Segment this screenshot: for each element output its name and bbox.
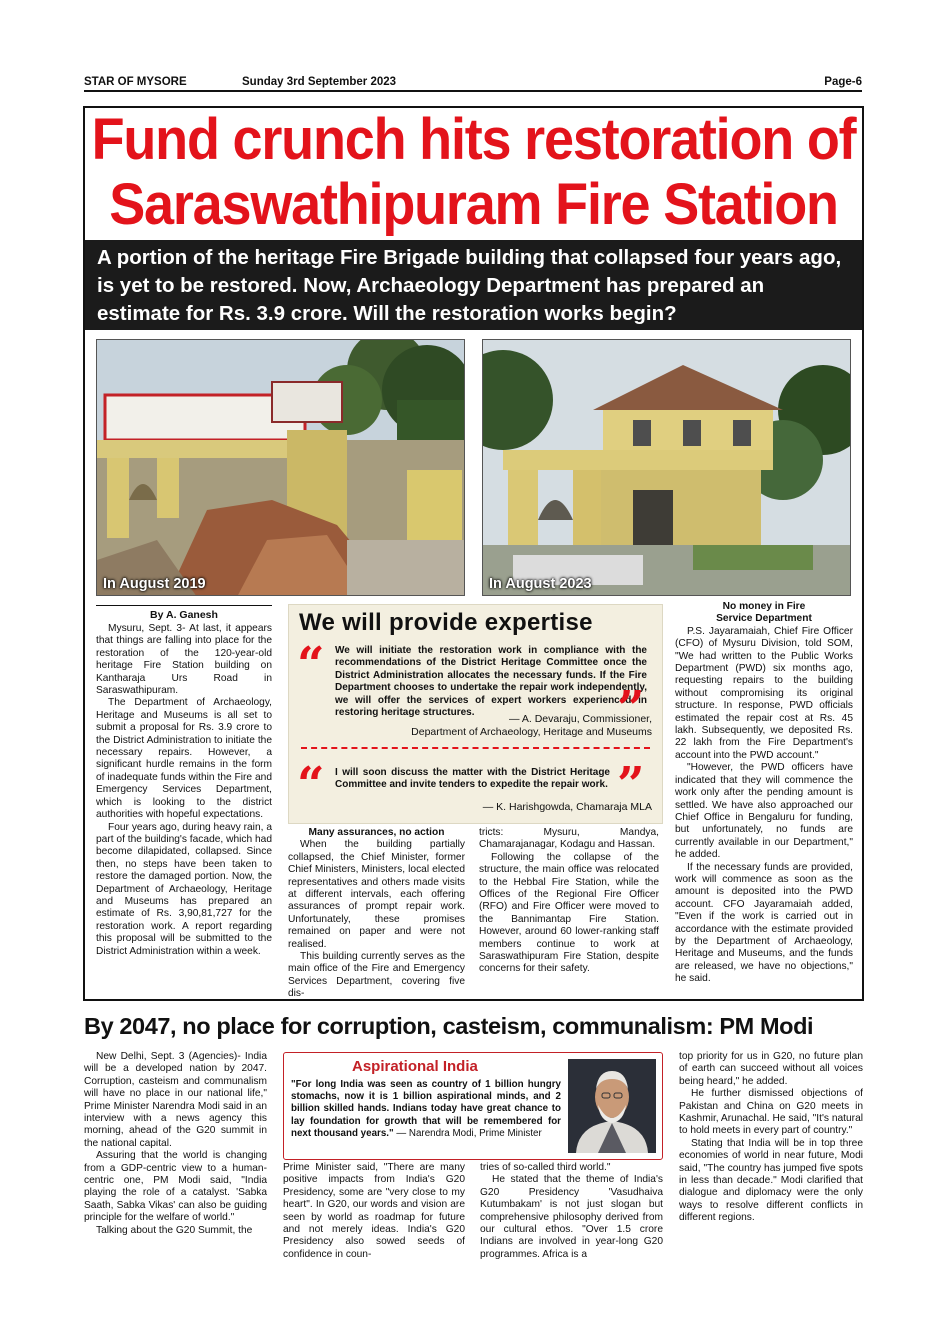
masthead [84,76,862,92]
modi-paragraph: Stating that India will be in top three economies of world in near future, Modi said, "The country has jumped five spots in less than decade." Modi clarified that dialogue and diplomacy were the only ways to resolve different conflicts in different regions. [679,1137,863,1224]
lead-paragraph: When the building partially collapsed, the Chief Minister, former Chief Ministers, Ministers, local elected representatives and others made visits at different intervals, each offering assurances of prompt repair work. Unfortunately, these promises remained on paper and were not realised. [288,839,465,950]
lead-column-3 [479,827,659,976]
aspirational-india-box [283,1052,663,1160]
lead-column-1 [96,623,272,958]
subhead-no-money: No money in Fire Service Department [716,601,812,625]
open-quote-icon: “ [297,757,325,813]
harishgowda-quote: I will soon discuss the matter with the District Heritage Committee and invite tenders to expedite the repair work. [335,767,610,791]
lead-headline [85,107,862,237]
modi-column-1 [84,1051,267,1237]
lead-story [83,106,864,1001]
issue-date: Sunday 3rd September 2023 [242,76,397,88]
lead-paragraph: The Department of Archaeology, Heritage and Museums is all set to submit a proposal for Rs. 3.9 crore to the District Administration to initiate the necessary repairs. However, a significant hurdle remains in the form of inadequate funds within the Fire and Emergency Services Department, which is looking to the district authorities with hopeful expectations. [96,697,272,821]
lead-paragraph: Mysuru, Sept. 3- At last, it appears that things are falling into place for the restoration of the 120-year-old heritage Fire Station building on Kantharaja Urs Road in Saraswathipuram. [96,623,272,697]
modi-paragraph: He further dismissed objections of Pakistan and China on G20 meets in Kashmir, Arunachal. He said, "It's natural to hold meets in every part of country." [679,1088,863,1137]
lead-paragraph: P.S. Jayaramaiah, Chief Fire Officer (CFO) of Mysuru Division, told SOM, "We had written to the Public Works Department (PWD) six months ago, requesting repairs to the building without compromising its original structure. In response, PWD officials estimated the repair cost at Rs. 45 lakh. Subsequently, we deposited Rs. 22 lakh from the Fire Department's account into the PWD account." [675,625,853,761]
devaraju-attribution-line-2: Department of Archaeology, Heritage and Museums [411,726,652,738]
open-quote-icon: “ [297,637,325,693]
modi-paragraph: Prime Minister said, "There are many positive impacts from India's G20 Presidency, some are "very close to my heart". In G20, our words and vision are seen by world as roadmap for future and not merely ideas. India's G20 Presidency also sowed seeds of confidence in coun- [283,1162,465,1260]
lead-paragraph: Four years ago, during heavy rain, a part of the building's facade, which had become dilapidated, collapsed. Since then, no steps have been taken to restore the damaged portion. Now, the Department of Archaeology, Heritage and Museums has prepared an estimate of Rs. 3,90,81,727 for the restoration work. A report regarding this proposal will be submitted to the District Administration within a week. [96,821,272,957]
dashed-divider [301,747,650,749]
aspirational-attribution: — Narendra Modi, Prime Minister [396,1127,542,1139]
lead-column-2 [288,827,465,1001]
photo-2019-caption: In August 2019 [103,576,206,592]
lead-headline-line-2: Saraswathipuram Fire Station [109,172,838,237]
modi-headline: By 2047, no place for corruption, casteism, communalism: PM Modi [84,1013,814,1039]
modi-column-3 [480,1162,663,1261]
devaraju-attribution-line-1: — A. Devaraju, Commissioner, [509,713,652,725]
aspirational-title: Aspirational India [352,1058,478,1075]
photo-2023-caption: In August 2023 [489,576,592,592]
modi-paragraph: New Delhi, Sept. 3 (Agencies)- India will be a developed nation by 2047. Corruption, casteism and communalism will have no place in our national life," Prime Minister Narendra Modi said in an interview with a news agency this morning, ahead of the G20 summit in the national capital. [84,1051,267,1149]
newspaper-name: STAR OF MYSORE [84,76,187,88]
subhead-assurances: Many assurances, no action [308,827,445,838]
close-quote-icon: ” [617,757,645,813]
lead-deck: A portion of the heritage Fire Brigade building that collapsed four years ago, is yet to be restored. Now, Archaeology Department has prepared an estimate for Rs. 3.9 crore. Will the restoration works begin? [85,240,862,330]
photo-2023 [482,339,851,596]
devaraju-quote: We will initiate the restoration work in compliance with the recommendations of the District Heritage Committee once the District Administration allocates the necessary funds. If the Fire Department chooses to undertake the repair work independently, we will offer the services of expert workers experienced in restoring heritage structures. [335,645,647,719]
modi-paragraph: Talking about the G20 Summit, the [96,1224,253,1236]
lead-paragraph: tricts: Mysuru, Mandya, Chamarajanagar, Kodagu and Hassan. [479,827,659,851]
expertise-quote-box [288,604,663,824]
modi-paragraph: He stated that the theme of India's G20 Presidency 'Vasudhaiva Kutumbakam' is not just slogan but comprehensive philosophy derived from our cultural ethos. "Over 1.5 crore Indians are involved in year-long G20 programmes. Africa is a [480,1174,663,1260]
modi-column-4 [679,1051,863,1225]
aspirational-quote-text: "For long India was seen as country of 1 billion hungry stomachs, now it is 1 billion aspirational minds, and 2 billion skilled hands. Indians today have great chance to lay foundation for growth that will be remembered for next thousand years." [291,1079,561,1139]
quote-box-title: We will provide expertise [299,609,593,636]
modi-paragraph: Assuring that the world is changing from a GDP-centric view to a human-centric one, PM Modi said, "India playing the role of a catalyst. 'Sabka Saath, Sabka Vikas' can also be guiding principle for the welfare of world." [84,1150,267,1224]
lead-paragraph: "However, the PWD officers have indicated that they will commence the work only after the pending amount is settled. We have also approached our Chief Office in Bengaluru for funding, but unfortunately, no funds are currently available in our Department," he added. [675,762,853,861]
lead-headline-line-1: Fund crunch hits restoration of [91,107,856,172]
photo-2019 [96,339,465,596]
page-number: Page-6 [824,76,862,88]
harishgowda-attribution: — K. Harishgowda, Chamaraja MLA [482,801,652,813]
close-quote-icon: ” [617,681,645,737]
modi-paragraph: top priority for us in G20, no future plan of earth can succeed without all voices being heard," he added. [679,1051,863,1087]
devaraju-attribution [411,713,652,739]
pm-modi-portrait [568,1059,656,1153]
fire-station-2023-photo [483,340,851,596]
byline: By A. Ganesh [96,605,272,621]
modi-paragraph: tries of so-called third world." [480,1162,611,1173]
lead-paragraph: This building currently serves as the main office of the Fire and Emergency Services Department, covering five dis- [288,951,465,1000]
lead-column-4 [675,601,853,986]
lead-paragraph: If the necessary funds are provided, work will commence as soon as the amount is deposited into the PWD account. CFO Jayaramaiah added, "Even if the work is carried out in accordance with the estimate provided by the Department of Archaeology, Heritage and Museums, and the funds are released, we have no objections," he said. [675,861,853,985]
lead-paragraph: Following the collapse of the structure, the main office was relocated to the Hebbal Fire Station, while the Offices of the Regional Fire Officer (RFO) and Fire Officer were moved to the Bannimantap Fire Station. However, around 60 lower-ranking staff members continue to work at Saraswathipuram Fire Station, despite concerns for their safety. [479,851,659,975]
collapsed-fire-station-photo [97,340,465,596]
aspirational-quote [291,1079,561,1140]
modi-column-2 [283,1162,465,1261]
